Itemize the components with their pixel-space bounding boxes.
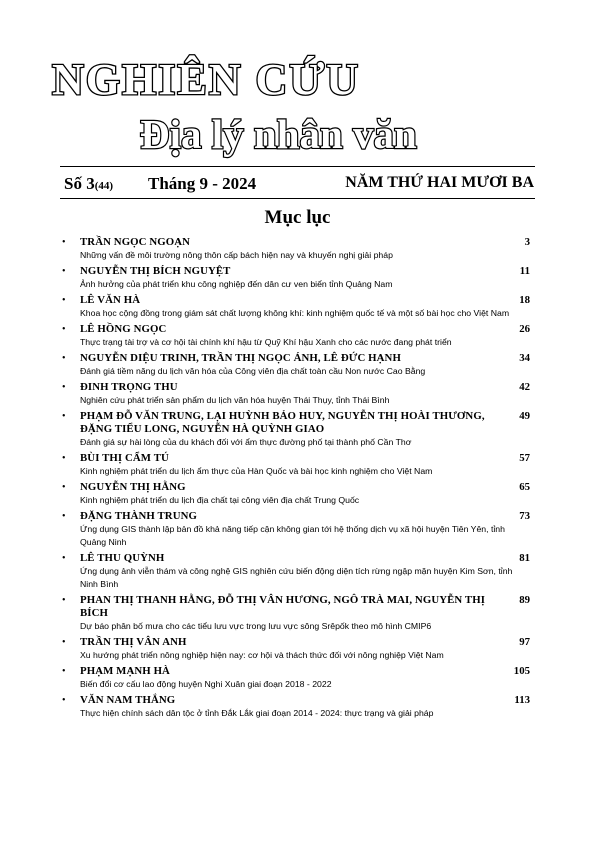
toc-heading: Mục lục bbox=[264, 207, 331, 228]
toc-entry-page: 34 bbox=[519, 352, 530, 364]
toc-entry[interactable] bbox=[62, 410, 532, 449]
toc-entry-page: 49 bbox=[519, 410, 530, 422]
toc-entry[interactable] bbox=[62, 352, 532, 378]
bullet-icon: • bbox=[62, 353, 66, 364]
bullet-icon: • bbox=[62, 695, 66, 706]
bullet-icon: • bbox=[62, 553, 66, 564]
header-rule-bottom bbox=[60, 198, 535, 199]
toc-entry[interactable] bbox=[62, 381, 532, 407]
toc-entry-page: 3 bbox=[524, 236, 530, 248]
toc-entry-title: Những vấn đề môi trường nông thôn cấp bách hiện nay và khuyến nghị giải pháp bbox=[80, 250, 393, 260]
toc-entry[interactable] bbox=[62, 236, 532, 262]
toc-entry-page: 26 bbox=[519, 323, 530, 335]
toc-entry[interactable] bbox=[62, 665, 532, 691]
journal-subtitle: Địa lý nhân văn bbox=[140, 111, 417, 157]
issue-bar bbox=[64, 174, 534, 196]
toc-entry-title: Ứng dụng ảnh viễn thám và công nghệ GIS nghiên cứu biến động diện tích rừng ngập mặn huyện Kim Sơn, tỉnh Ninh Bình bbox=[80, 566, 513, 589]
toc-entry-page: 18 bbox=[519, 294, 530, 306]
bullet-icon: • bbox=[62, 411, 66, 422]
toc-entry-title: Kinh nghiệm phát triển du lịch địa chất tại công viên địa chất Trung Quốc bbox=[80, 495, 360, 505]
issue-year-label: NĂM THỨ HAI MƯƠI BA bbox=[345, 174, 534, 191]
toc-entry-authors: TRẦN NGỌC NGOẠN bbox=[80, 236, 191, 248]
toc-entry-authors: VĂN NAM THẮNG bbox=[80, 694, 176, 706]
toc-entry-title: Kinh nghiệm phát triển du lịch ẩm thực của Hàn Quốc và bài học kinh nghiệm cho Việt Nam bbox=[80, 466, 433, 476]
toc-entry-title: Dự báo phân bố mưa cho các tiểu lưu vực trong lưu vực sông Srêpốk theo mô hình CMIP6 bbox=[80, 621, 432, 631]
toc-entry-title: Biến đổi cơ cấu lao động huyện Nghi Xuân giai đoạn 2018 - 2022 bbox=[80, 679, 332, 689]
toc-entry-title: Đánh giá tiềm năng du lịch văn hóa của Công viên địa chất toàn cầu Non nước Cao Bằng bbox=[80, 366, 426, 376]
toc-entry-authors: ĐINH TRỌNG THU bbox=[80, 381, 178, 393]
toc-entry-authors: NGUYỄN DIỆU TRINH, TRẦN THỊ NGỌC ÁNH, LÊ ĐỨC HẠNH bbox=[80, 352, 401, 364]
toc-entry[interactable] bbox=[62, 694, 532, 720]
toc-entry[interactable] bbox=[62, 594, 532, 633]
toc-entry-title: Ứng dụng GIS thành lập bản đồ khả năng tiếp cận không gian tới hệ thống dịch vụ xã hội huyện Tiên Yên, tỉnh Quảng Ninh bbox=[80, 524, 505, 547]
toc-entry-page: 89 bbox=[519, 594, 530, 606]
toc-entry-authors: PHẠM MẠNH HÀ bbox=[80, 665, 170, 677]
toc-entry-page: 113 bbox=[514, 694, 530, 706]
toc-entry-title: Thực trạng tài trợ và cơ hội tài chính khí hậu từ Quỹ Khí hậu Xanh cho các nước đang phát triển bbox=[80, 337, 452, 347]
toc-entry-authors: PHẠM ĐỖ VĂN TRUNG, LẠI HUỲNH BẢO HUY, NGUYỄN THỊ HOÀI THƯƠNG, ĐẶNG TIỂU LONG, NGUYỄN HÀ QUỲNH GIAO bbox=[80, 410, 485, 435]
toc-entry[interactable] bbox=[62, 294, 532, 320]
masthead bbox=[52, 55, 552, 157]
toc-entry[interactable] bbox=[62, 265, 532, 291]
toc-entry-title: Khoa học cộng đồng trong giám sát chất lượng không khí: kinh nghiệm quốc tế và một số bài học cho Việt Nam bbox=[80, 308, 510, 318]
toc-entry-authors: TRẦN THỊ VÂN ANH bbox=[80, 636, 187, 648]
bullet-icon: • bbox=[62, 595, 66, 606]
header-rule-top bbox=[60, 166, 535, 167]
toc-entry-title: Đánh giá sự hài lòng của du khách đối với ẩm thực đường phố tại thành phố Cần Thơ bbox=[80, 437, 412, 447]
issue-number-text: Số 3 bbox=[64, 174, 95, 193]
journal-title: NGHIÊN CỨU bbox=[52, 55, 361, 104]
bullet-icon: • bbox=[62, 295, 66, 306]
toc-entry-authors: LÊ HỒNG NGỌC bbox=[80, 323, 167, 335]
toc-entry-page: 97 bbox=[519, 636, 530, 648]
toc-entry[interactable] bbox=[62, 481, 532, 507]
bullet-icon: • bbox=[62, 637, 66, 648]
issue-number bbox=[64, 174, 113, 194]
toc-entry-page: 42 bbox=[519, 381, 530, 393]
toc-entry-page: 81 bbox=[519, 552, 530, 564]
toc-list bbox=[62, 236, 532, 723]
toc-entry-page: 73 bbox=[519, 510, 530, 522]
bullet-icon: • bbox=[62, 666, 66, 677]
toc-entry-authors: LÊ VĂN HÀ bbox=[80, 294, 141, 306]
toc-entry[interactable] bbox=[62, 636, 532, 662]
issue-number-sub: (44) bbox=[94, 180, 114, 192]
bullet-icon: • bbox=[62, 237, 66, 248]
toc-entry-authors: NGUYỄN THỊ BÍCH NGUYỆT bbox=[80, 265, 231, 277]
toc-entry-authors: PHAN THỊ THANH HẰNG, ĐỖ THỊ VÂN HƯƠNG, NGÔ TRÀ MAI, NGUYỄN THỊ BÍCH bbox=[80, 594, 486, 619]
toc-entry-title: Xu hướng phát triển nông nghiệp hiện nay: cơ hội và thách thức đối với nông nghiệp Việt Nam bbox=[80, 650, 444, 660]
toc-entry[interactable] bbox=[62, 452, 532, 478]
toc-entry[interactable] bbox=[62, 323, 532, 349]
toc-entry-page: 65 bbox=[519, 481, 530, 493]
toc-entry-title: Thực hiện chính sách dân tộc ở tỉnh Đắk Lắk giai đoạn 2014 - 2024: thực trạng và giải pháp bbox=[80, 708, 434, 718]
toc-entry[interactable] bbox=[62, 552, 532, 591]
toc-entry-title: Nghiên cứu phát triển sản phẩm du lịch văn hóa huyện Thái Thụy, tỉnh Thái Bình bbox=[80, 395, 390, 405]
bullet-icon: • bbox=[62, 324, 66, 335]
bullet-icon: • bbox=[62, 453, 66, 464]
bullet-icon: • bbox=[62, 511, 66, 522]
toc-entry-page: 105 bbox=[513, 665, 530, 677]
toc-entry-page: 57 bbox=[519, 452, 530, 464]
toc-entry-page: 11 bbox=[519, 265, 530, 277]
issue-date: Tháng 9 - 2024 bbox=[148, 174, 257, 193]
bullet-icon: • bbox=[62, 382, 66, 393]
toc-entry[interactable] bbox=[62, 510, 532, 549]
toc-entry-authors: ĐẶNG THÀNH TRUNG bbox=[80, 510, 197, 522]
toc-entry-authors: NGUYỄN THỊ HẰNG bbox=[80, 481, 186, 493]
toc-entry-authors: BÙI THỊ CẨM TÚ bbox=[80, 452, 169, 464]
toc-entry-title: Ảnh hưởng của phát triển khu công nghiệp đến dân cư ven biển tỉnh Quảng Nam bbox=[80, 279, 393, 289]
bullet-icon: • bbox=[62, 266, 66, 277]
bullet-icon: • bbox=[62, 482, 66, 493]
toc-entry-authors: LÊ THU QUỲNH bbox=[80, 552, 165, 564]
